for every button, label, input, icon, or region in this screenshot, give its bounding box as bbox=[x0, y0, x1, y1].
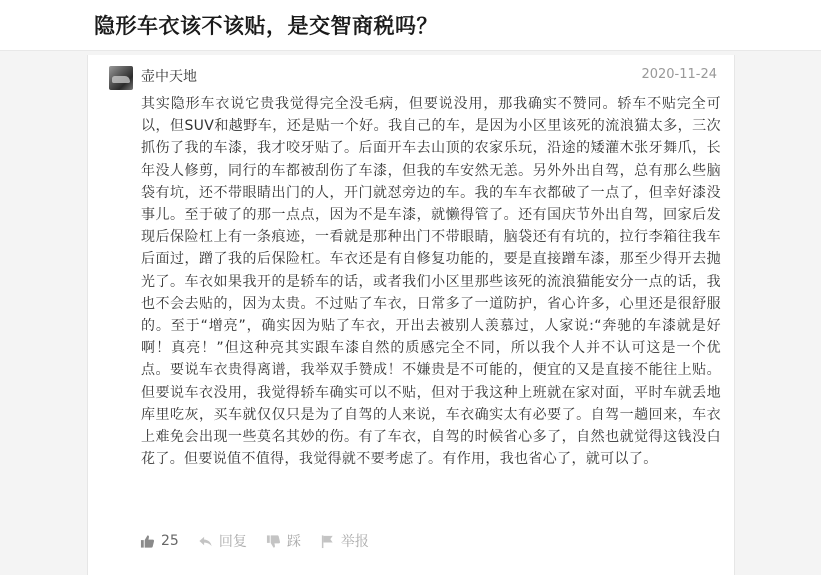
dislike-button[interactable] bbox=[266, 531, 301, 551]
comment-actions bbox=[140, 531, 388, 551]
page-title: 隐形车衣该不该贴，是交智商税吗？ bbox=[94, 14, 438, 38]
like-count: 25 bbox=[161, 533, 179, 549]
username[interactable]: 壶中天地 bbox=[141, 69, 197, 85]
post-date: 2020-11-24 bbox=[641, 67, 717, 82]
avatar[interactable] bbox=[109, 66, 133, 90]
comment-card bbox=[87, 55, 735, 575]
reply-button[interactable] bbox=[198, 531, 247, 551]
comment-body: 其实隐形车衣说它贵我觉得完全没毛病，但要说没用，那我确实不赞同。轿车不贴完全可以，但SUV和越野车，还是贴一个好。我自己的车，是因为小区里该死的流浪猫太多，三次抓伤了我的车漆，我才咬牙贴了。后面开车去山顶的农家乐玩，沿途的矮灌木张牙舞爪，长年没人修剪，同行的车都被刮伤了车漆，但我的车安然无恙。另外外出自驾，总有那么些脑袋有坑，还不带眼睛出门的人，开门就怼旁边的车。我的车车衣都破了一点了，但幸好漆没事儿。至于破了的那一点点，因为不是车漆，就懒得管了。还有国庆节外出自驾，回家后发现后保险杠上有一条痕迹，一看就是那种出门不带眼睛，脑袋还有有坑的，拉行李箱往我车后面过，蹭了我的后保险杠。车衣还是有自修复功能的，要是直接蹭车漆，那至少得开去抛光了。车衣如果我开的是轿车的话，或者我们小区里那些该死的流浪猫能安分一点的话，我也不会去贴的，因为太贵。不过贴了车衣，日常多了一道防护，省心许多，心里还是很舒服的。至于“增亮”，确实因为贴了车衣，开出去被别人羡慕过，人家说:“奔驰的车漆就是好啊！真亮！”但这种亮其实跟车漆自然的质感完全不同，所以我个人并不认可这是一个优点。要说车衣贵得离谱，我举双手赞成！不嫌贵是不可能的，便宜的又是直接不能往上贴。但要说车衣没用，我觉得轿车确实可以不贴，但对于我这种上班就在家对面，平时车就丢地库里吃灰，买车就仅仅只是为了自驾的人来说，车衣确实太有必要了。自驾一趟回来，车衣上难免会出现一些莫名其妙的伤。有了车衣，自驾的时候省心多了，自然也就觉得这钱没白花了。但要说值不值得，我觉得就不要考虑了。有作用，我也省心了，就可以了。 bbox=[141, 96, 721, 468]
reply-label: 回复 bbox=[218, 534, 247, 550]
thumbs-up-icon bbox=[140, 534, 155, 549]
thumbs-down-icon bbox=[266, 534, 281, 549]
like-button[interactable] bbox=[140, 533, 179, 549]
page-header bbox=[0, 0, 821, 51]
report-button[interactable] bbox=[320, 531, 369, 551]
dislike-label: 踩 bbox=[286, 534, 301, 550]
report-label: 举报 bbox=[340, 534, 369, 550]
reply-arrow-icon bbox=[198, 534, 213, 549]
flag-icon bbox=[320, 534, 335, 549]
